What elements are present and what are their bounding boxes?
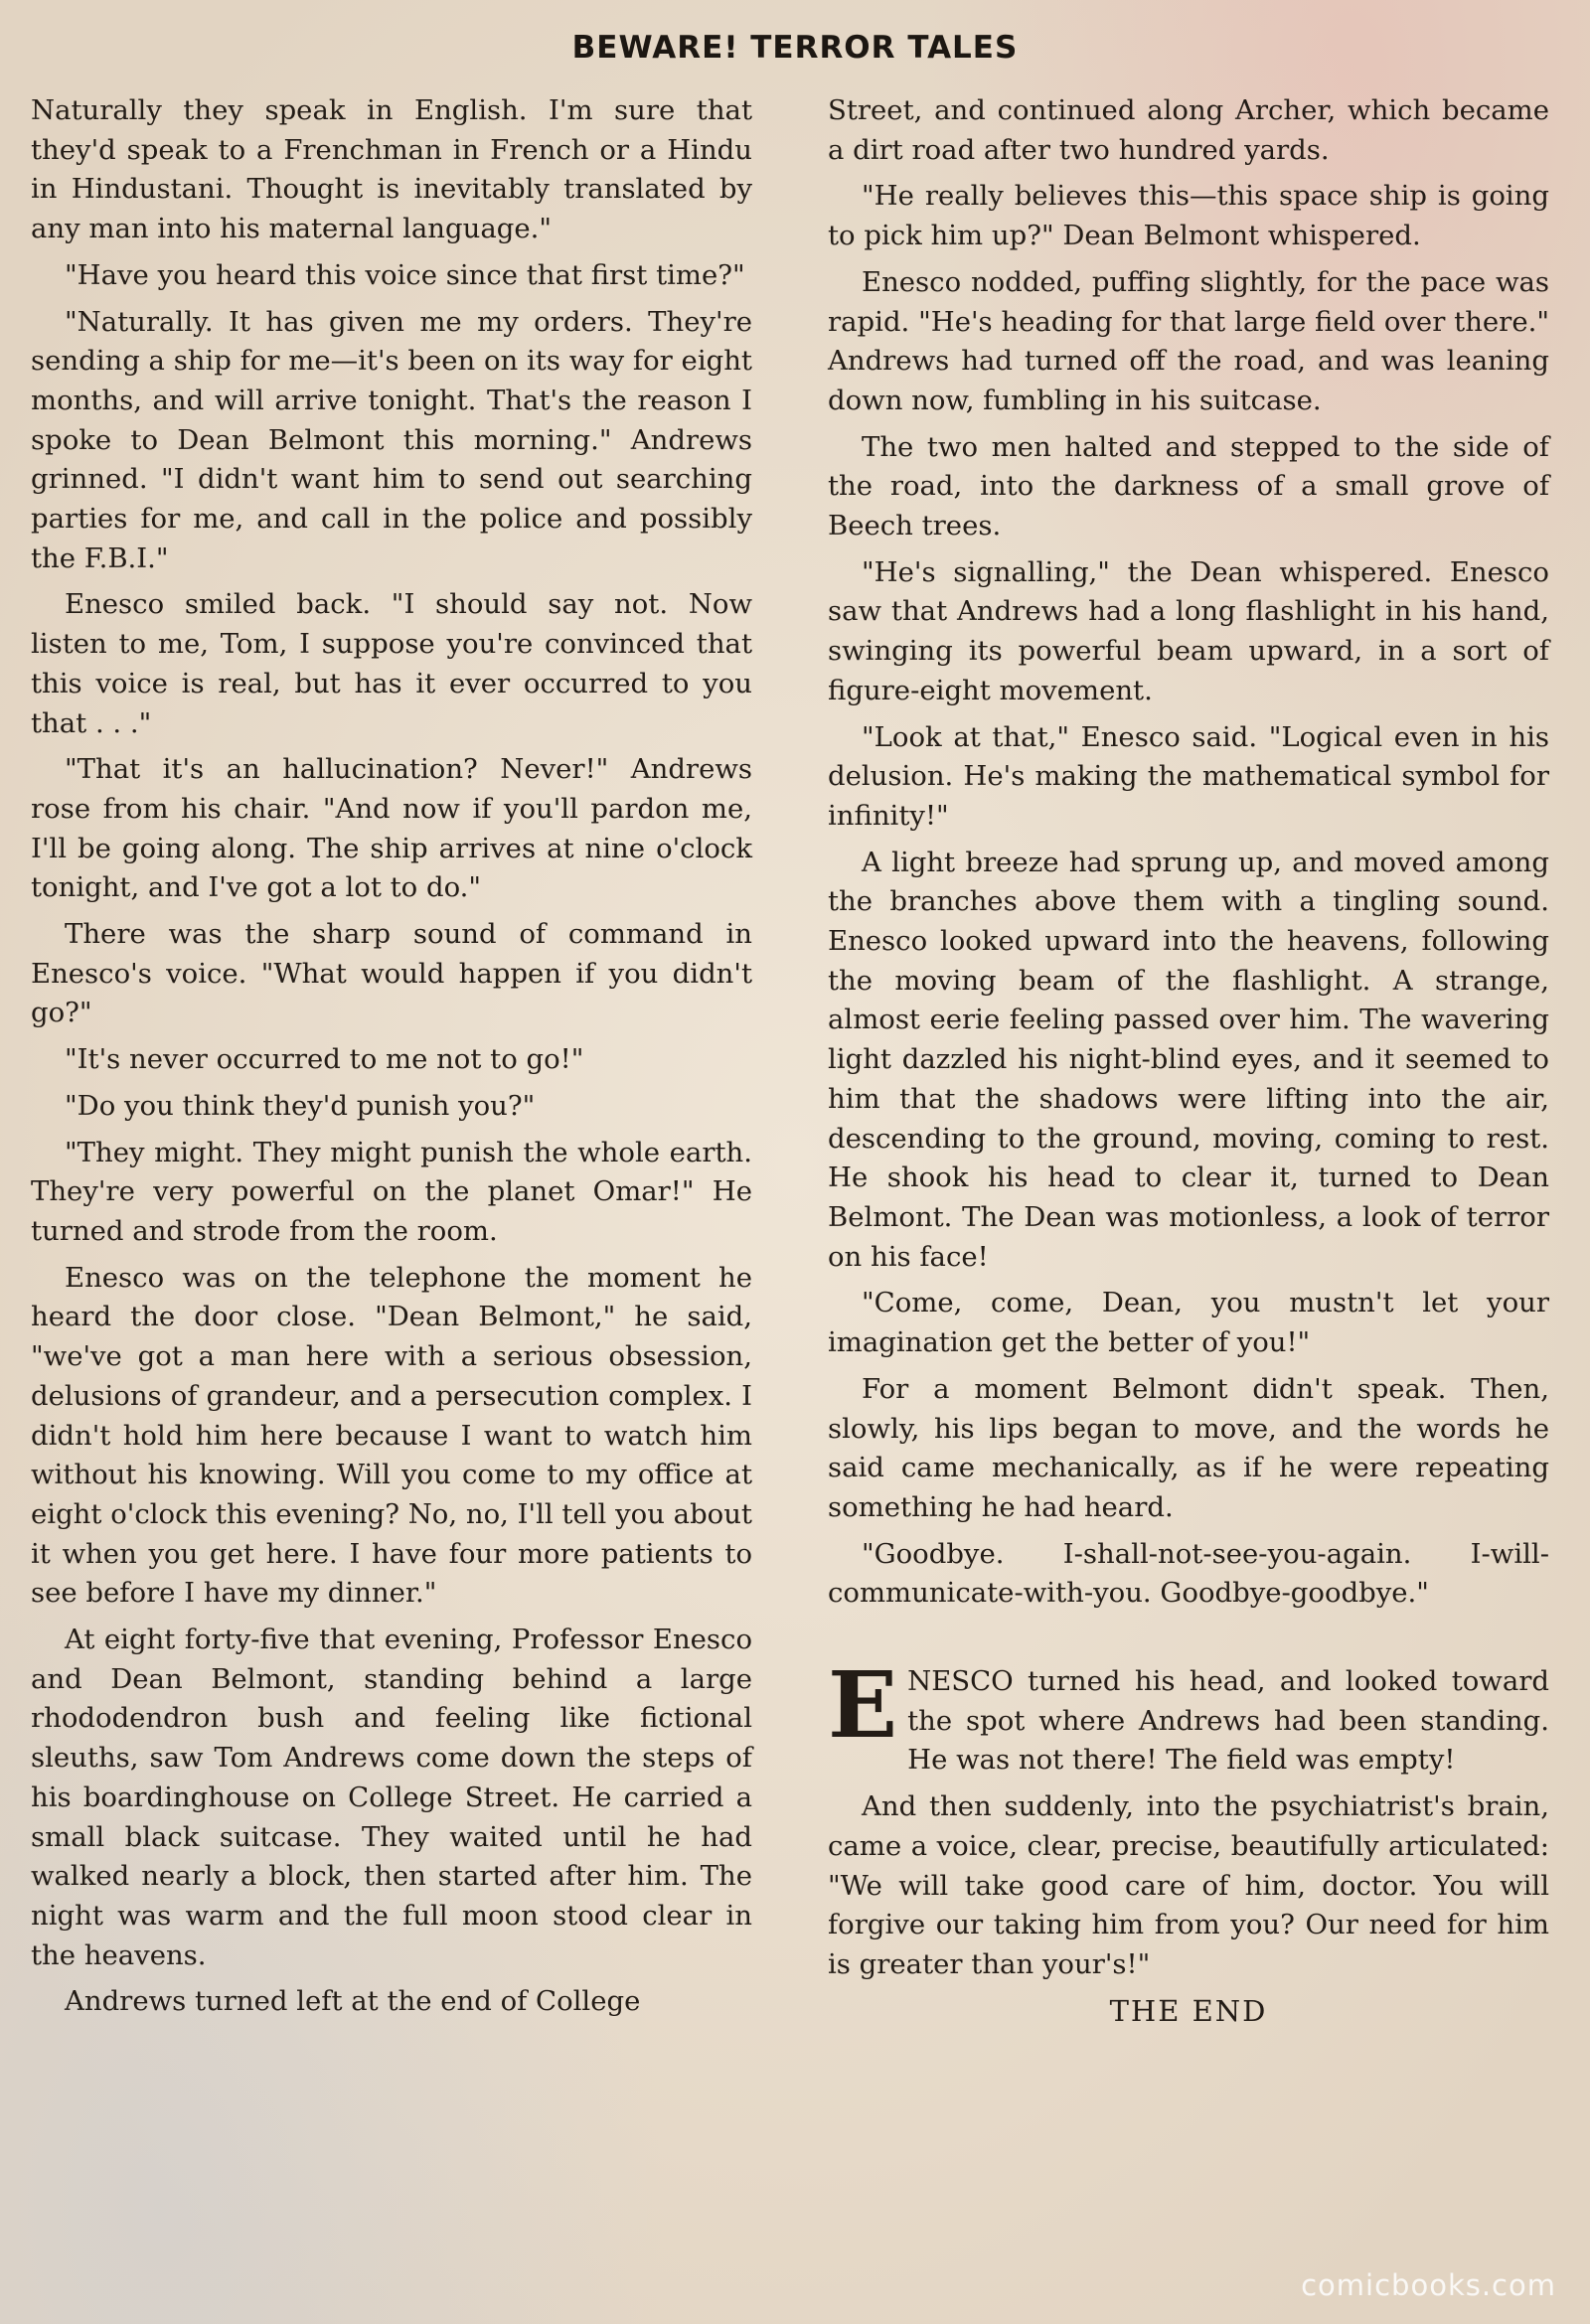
paragraph: "He really believes this—this space ship is going to pick him up?" Dean Belmont whispered.	[828, 180, 1549, 252]
paragraph: The two men halted and stepped to the side of the road, into the darkness of a small grove of Beech trees.	[828, 430, 1549, 542]
paragraph: There was the sharp sound of command in Enesco's voice. "What would happen if you didn't go?"	[31, 918, 752, 1029]
paragraph: Enesco nodded, puffing slightly, for the pace was rapid. "He's heading for that large field over there." Andrews had turned off the road, and was leaning down now, fumbling in his suitcase.	[828, 265, 1549, 416]
paragraph: Street, and continued along Archer, which became a dirt road after two hundred yards.	[828, 94, 1549, 166]
paragraph: "They might. They might punish the whole earth. They're very powerful on the planet Omar!" He turned and strode from the room.	[31, 1136, 752, 1247]
paragraph: Enesco smiled back. "I should say not. Now listen to me, Tom, I suppose you're convinced that this voice is real, but has it ever occurred to you that . . ."	[31, 588, 752, 739]
paragraph-text: NESCO turned his head, and looked toward the spot where Andrews had been standing. He was not there! The field was empty!	[907, 1665, 1549, 1777]
paragraph: A light breeze had sprung up, and moved among the branches above them with a tingling sound. Enesco looked upward into the heavens, following the moving beam of the flashlight. A strange, almost eerie feeling passed over him. The wavering light dazzled his night-blind eyes, and it seemed to him that the shadows were lifting into the air, descending to the ground, moving, coming to rest. He shook his head to clear it, turned to Dean Belmont. The Dean was motionless, a look of terror on his face!	[828, 846, 1549, 1273]
paragraph: "Naturally. It has given me my orders. They're sending a ship for me—it's been on its way for eight months, and will arrive tonight. That's the reason I spoke to Dean Belmont this morning." Andrews grinned. "I didn't want him to send out searching parties for me, and call in the police and possibly the F.B.I."	[31, 305, 752, 574]
paragraph: Naturally they speak in English. I'm sure that they'd speak to a Frenchman in French or a Hindu in Hindustani. Thought is inevitably translated by any man into his maternal language."	[31, 94, 752, 245]
paragraph: At eight forty-five that evening, Professor Enesco and Dean Belmont, standing behind a large rhododendron bush and feeling like fictional sleuths, saw Tom Andrews come down the steps of his boardinghouse on College Street. He carried a small black suitcase. They waited until he had walked nearly a block, then started after him. The night was warm and the full moon stood clear in the heavens.	[31, 1624, 752, 1971]
dropcap-paragraph	[828, 1651, 1549, 1781]
the-end: THE END	[1109, 1993, 1268, 2028]
drop-cap: E	[828, 1651, 898, 1760]
watermark: comicbooks.com	[1301, 2268, 1556, 2302]
right-column	[828, 91, 1549, 2038]
paragraph: "He's signalling," the Dean whispered. Enesco saw that Andrews had a long flashlight in his hand, swinging its powerful beam upward, in a sort of figure-eight movement.	[828, 555, 1549, 706]
paragraph: "It's never occurred to me not to go!"	[65, 1043, 584, 1076]
paragraph: For a moment Belmont didn't speak. Then, slowly, his lips began to move, and the words he said came mechanically, as if he were repeating something he had heard.	[828, 1372, 1549, 1523]
paragraph: "Look at that," Enesco said. "Logical even in his delusion. He's making the mathematical symbol for infinity!"	[828, 720, 1549, 832]
paragraph: "Do you think they'd punish you?"	[65, 1089, 536, 1122]
paragraph: And then suddenly, into the psychiatrist's brain, came a voice, clear, precise, beautifully articulated: "We will take good care of him, doctor. You will forgive our taking him from you? Our need for him is greater than your's!"	[828, 1790, 1549, 1980]
paragraph: "Goodbye. I-shall-not-see-you-again. I-will-communicate-with-you. Goodbye-goodbye."	[828, 1537, 1549, 1610]
left-column	[31, 91, 752, 2029]
page-header: BEWARE! TERROR TALES	[571, 30, 1019, 66]
paragraph: Enesco was on the telephone the moment he heard the door close. "Dean Belmont," he said, "we've got a man here with a serious obsession, delusions of grandeur, and a persecution complex. I didn't hold him here because I want to watch him without his knowing. Will you come to my office at eight o'clock this evening? No, no, I'll tell you about it when you get here. I have four more patients to see before I have my dinner."	[31, 1261, 752, 1610]
paragraph: Andrews turned left at the end of College	[65, 1985, 641, 2018]
paragraph: "Have you heard this voice since that first time?"	[65, 258, 745, 291]
section-break	[828, 1621, 1549, 1662]
paragraph: "Come, come, Dean, you mustn't let your imagination get the better of you!"	[828, 1287, 1549, 1359]
paragraph: "That it's an hallucination? Never!" Andrews rose from his chair. "And now if you'll pardon me, I'll be going along. The ship arrives at nine o'clock tonight, and I've got a lot to do."	[31, 753, 752, 904]
